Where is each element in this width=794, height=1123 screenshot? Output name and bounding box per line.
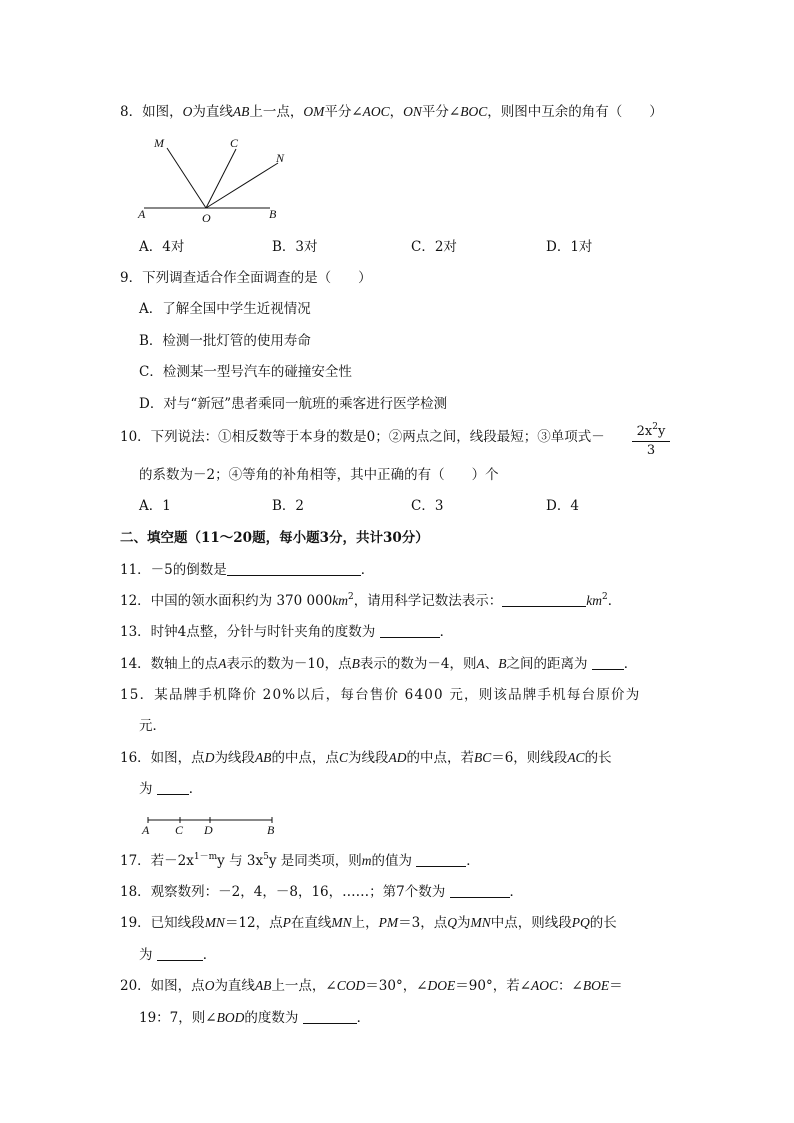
answer-blank: [502, 592, 586, 607]
label-n: N: [276, 151, 285, 165]
q10-fraction-numerator: $2x^2y$: [636, 422, 666, 439]
ray-on: [206, 163, 278, 208]
q9-stem: 9．下列调查适合作全面调查的是（ ）: [120, 270, 372, 286]
ray-om: [167, 148, 206, 208]
q19-line2: 为 ．: [139, 947, 217, 963]
q16-segment-figure: [138, 810, 288, 838]
q10-fraction: [630, 424, 672, 459]
q10-fraction-denominator: 3: [646, 443, 656, 458]
q10-option-d: D．4: [546, 498, 579, 514]
q8-angle-figure: [130, 130, 300, 230]
label-m: M: [154, 136, 164, 150]
q16-line2: 为 ．: [139, 781, 203, 797]
answer-blank: [592, 655, 624, 670]
label-b: B: [267, 823, 275, 837]
q19: 19．已知线段MN＝12，点P在直线MN上，PM＝3，点Q为MN中点，则线段PQ的长: [120, 915, 617, 931]
answer-blank: [380, 623, 440, 638]
label-a: A: [142, 823, 150, 837]
q10-option-c: C．3: [411, 498, 444, 514]
q10-stem: 10．下列说法：①相反数等于本身的数是0；②两点之间，线段最短；③单项式－: [120, 429, 605, 445]
answer-blank: [157, 946, 203, 961]
answer-blank: [303, 1009, 357, 1024]
q10-option-a: A．1: [139, 498, 171, 514]
section-heading-fill-in: 二、填空题（11～20题，每小题3分，共计30分）: [120, 530, 429, 546]
label-c: C: [175, 823, 184, 837]
q16: 16．如图，点D为线段AB的中点，点C为线段AD的中点，若BC＝6，则线段AC的长: [120, 750, 612, 766]
q9-option-b: B．检测一批灯管的使用寿命: [139, 333, 311, 349]
q9-option-d: D．对与“新冠”患者乘同一航班的乘客进行医学检测: [139, 396, 448, 412]
label-d: D: [204, 823, 213, 837]
q8-option-b: B．3对: [272, 239, 318, 255]
q11: 11．－5的倒数是 ．: [120, 562, 375, 578]
q17: 17．若$-2x^{1-m}y$ 与 $3x^5y$ 是同类项，则m的值为 ．: [120, 852, 480, 869]
q12: 12．中国的领水面积约为 370 $000km^2$，请用科学记数法表示： $km^2$．: [120, 592, 622, 609]
answer-blank: [450, 883, 510, 898]
q15: 15．某品牌手机降价 20%以后，每台售价 6400 元，则该品牌手机每台原价为: [120, 687, 641, 703]
q10-option-b: B．2: [272, 498, 305, 514]
answer-blank: [227, 561, 361, 576]
q8-option-a: A．4对: [139, 239, 185, 255]
fraction-bar: [632, 441, 670, 442]
q8-option-d: D．1对: [546, 239, 593, 255]
q20-line2: 19：7，则∠BOD的度数为 ．: [139, 1010, 371, 1026]
label-b: B: [269, 207, 277, 221]
q13: 13．时钟4点整，分针与时针夹角的度数为 ．: [120, 624, 454, 640]
q14: 14．数轴上的点A表示的数为－10，点B表示的数为－4，则A、B之间的距离为 ．: [120, 656, 638, 672]
q8-option-c: C．2对: [411, 239, 457, 255]
q10-stem-line2: 的系数为－2；④等角的补角相等，其中正确的有（ ）个: [139, 467, 499, 483]
q20: 20．如图，点O为直线AB上一点，∠COD＝30°，∠DOE＝90°，若∠AOC：∠BOE＝: [120, 978, 623, 994]
q9-option-c: C．检测某一型号汽车的碰撞安全性: [139, 364, 352, 380]
label-c: C: [230, 136, 239, 150]
answer-blank: [416, 852, 466, 867]
answer-blank: [157, 780, 189, 795]
q18: 18．观察数列：－2，4，－8，16，……；第7个数为 ．: [120, 884, 524, 900]
q15-line2: 元．: [139, 718, 166, 734]
label-o: O: [202, 211, 211, 225]
q8-stem: 8．如图，O为直线AB上一点，OM平分∠AOC，ON平分∠BOC，则图中互余的角有（ ）: [120, 104, 663, 120]
q9-option-a: A．了解全国中学生近视情况: [139, 301, 311, 317]
label-a: A: [138, 207, 146, 221]
